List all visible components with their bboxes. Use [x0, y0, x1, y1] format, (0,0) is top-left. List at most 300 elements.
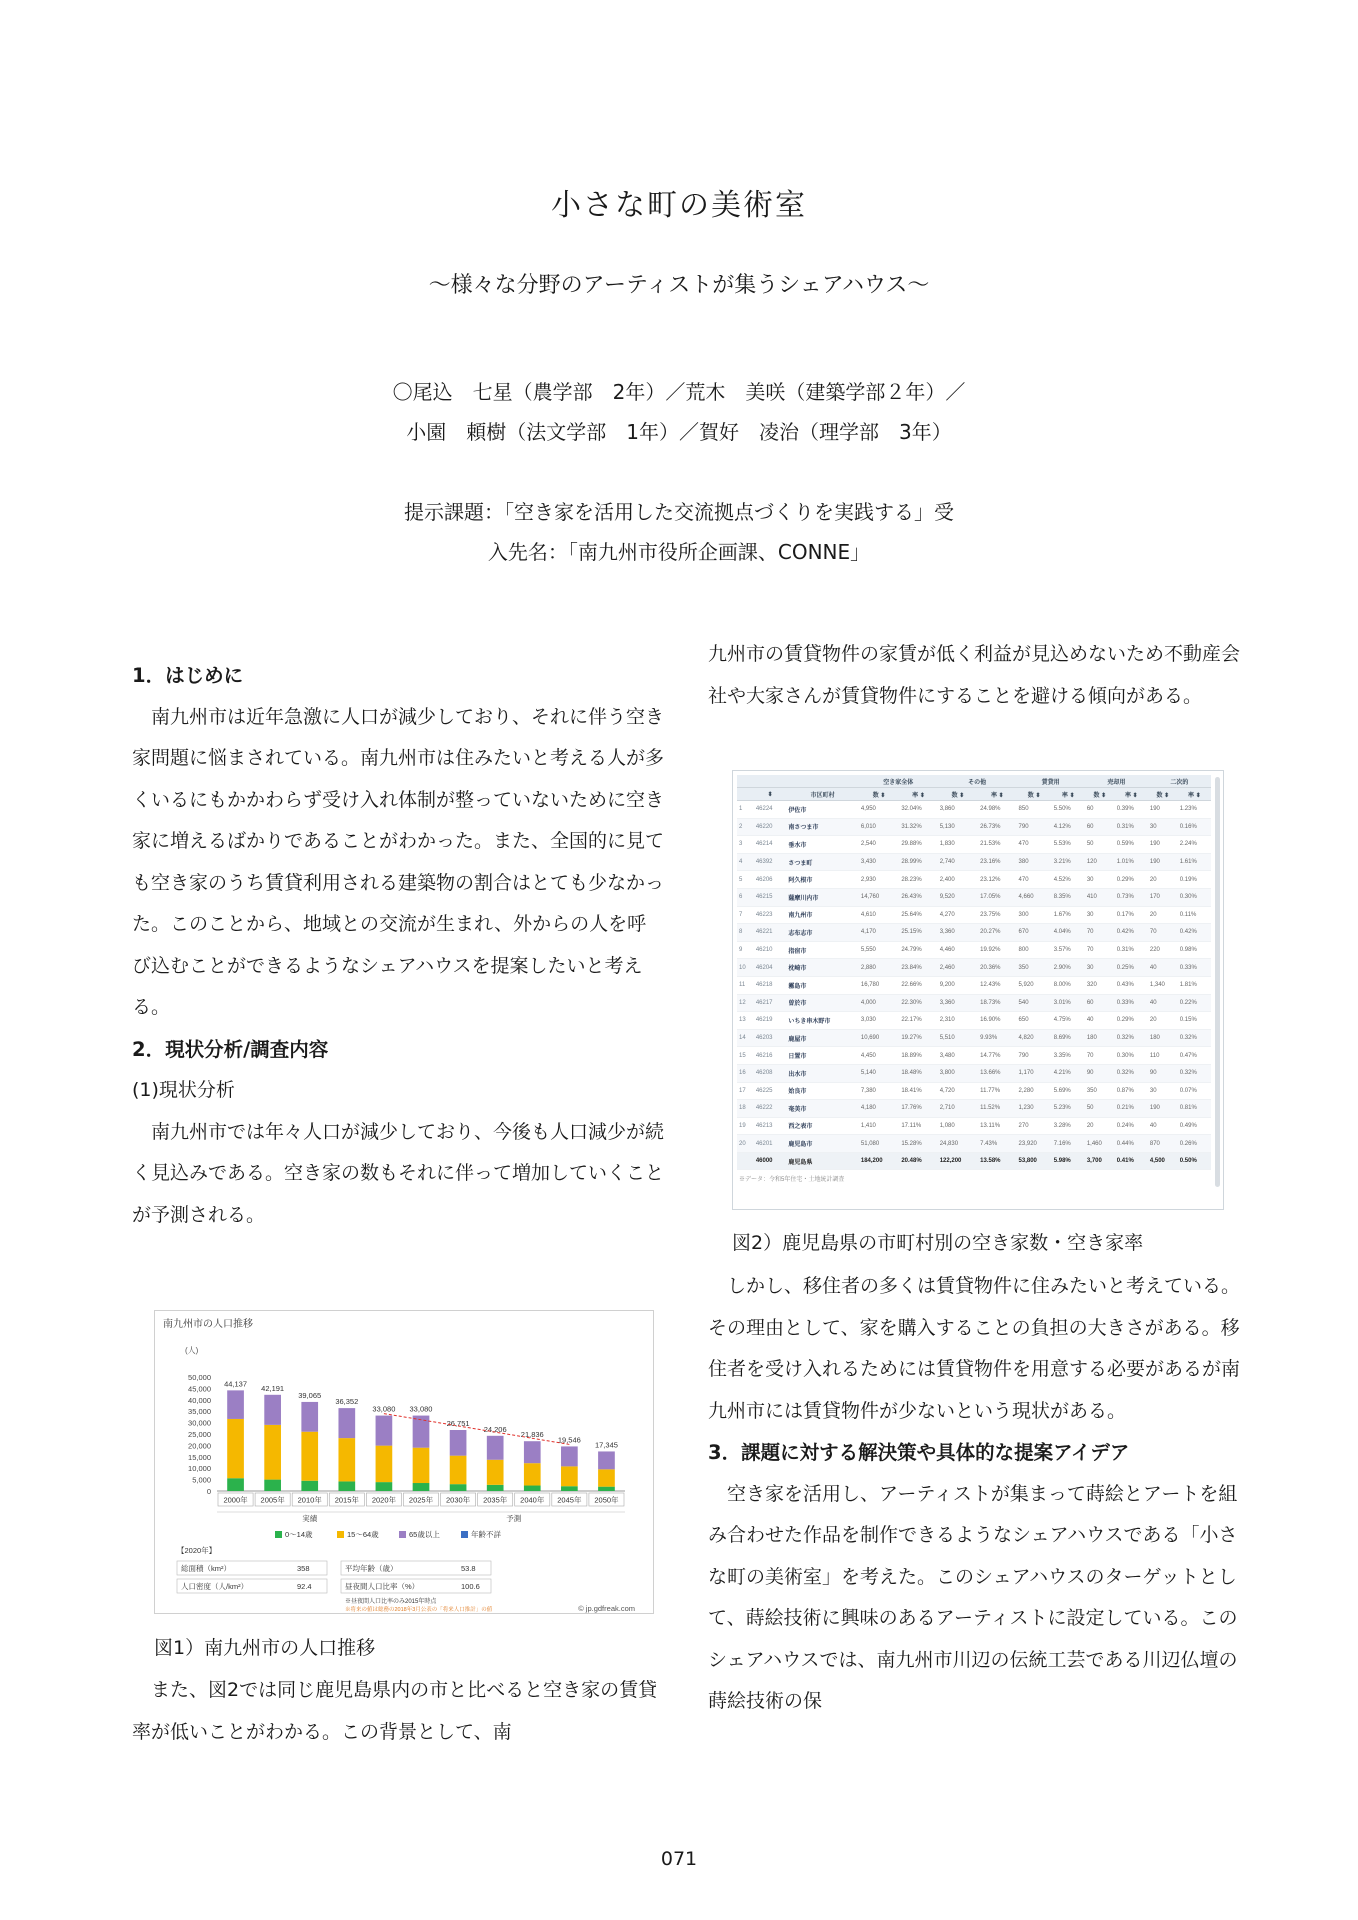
table-row[interactable] [737, 1064, 1211, 1082]
table-cell: 4,720 [938, 1082, 978, 1100]
table-cell: 薩摩川内市 [786, 888, 858, 906]
table-cell: 30 [1148, 1082, 1178, 1100]
table-cell: さつま町 [786, 853, 858, 871]
table-cell: 70 [1085, 941, 1115, 959]
table-cell: 4,500 [1148, 1152, 1178, 1170]
table-cell: 17.05% [978, 888, 1016, 906]
table-cell: 2 [737, 818, 754, 836]
right-column-lower [708, 1266, 1240, 1723]
table-cell: 0.43% [1115, 976, 1148, 994]
group-label-actual: 実績 [302, 1514, 318, 1523]
table-cell: 4,000 [859, 994, 899, 1012]
table-cell: 110 [1148, 1047, 1178, 1065]
chart-source: © jp.gdfreak.com [578, 1604, 635, 1613]
y-tick-label: 15,000 [188, 1452, 211, 1462]
population-chart-figure [154, 1310, 654, 1614]
table-cell: 1.01% [1115, 853, 1148, 871]
table-cell: 22.66% [899, 976, 937, 994]
vacant-house-table [737, 775, 1211, 1170]
bar-segment [450, 1430, 467, 1456]
table-row[interactable] [737, 818, 1211, 836]
section-3-body: 空き家を活用し、アーティストが集まって蒔絵とアートを組み合わせた作品を制作できるようなシェアハウスである「小さな町の美術室」を考えた。このシェアハウスのターゲットとして、蒔絵技術に興味のあるアーティストに設定している。このシェアハウスでは、南九州市川辺の伝統工芸である川辺仏壇の蒔絵技術の保 [708, 1482, 1238, 1712]
table-cell: 13.11% [978, 1117, 1016, 1135]
table-row[interactable] [737, 924, 1211, 942]
table-cell: 0.19% [1178, 871, 1211, 889]
table-cell: 14,760 [859, 888, 899, 906]
bar-segment [413, 1448, 430, 1483]
table-cell: 鹿児島県 [786, 1152, 858, 1170]
table-cell: 11.52% [978, 1100, 1016, 1118]
table-cell: 4,610 [859, 906, 899, 924]
column-header[interactable]: 率 ⬍ [899, 788, 937, 801]
table-cell: 5,550 [859, 941, 899, 959]
bar-segment [227, 1478, 244, 1491]
y-tick-label: 40,000 [188, 1395, 211, 1405]
table-cell: 4,450 [859, 1047, 899, 1065]
table-cell: 46218 [754, 976, 787, 994]
group-header: その他 [938, 775, 1017, 788]
table-cell: 5,920 [1017, 976, 1052, 994]
table-cell: 1,460 [1085, 1135, 1115, 1153]
bar-total-label: 26,751 [446, 1419, 470, 1429]
table-cell: 4,180 [859, 1100, 899, 1118]
x-tick-label: 2035年 [483, 1495, 508, 1505]
table-cell: 20.27% [978, 924, 1016, 942]
table-cell: 40 [1148, 959, 1178, 977]
table-row[interactable] [737, 1047, 1211, 1065]
table-cell: 350 [1017, 959, 1052, 977]
table-cell: 3,430 [859, 853, 899, 871]
column-header[interactable]: 率 ⬍ [978, 788, 1016, 801]
bar-total-label: 19,546 [557, 1435, 581, 1445]
bar-total-label: 33,080 [372, 1404, 396, 1414]
legend-label: 15～64歳 [347, 1530, 379, 1539]
table-cell: 220 [1148, 941, 1178, 959]
x-tick-label: 2045年 [557, 1495, 582, 1505]
table-cell: 29.88% [899, 836, 937, 854]
table-cell: 0.44% [1115, 1135, 1148, 1153]
table-scrollbar[interactable] [1215, 777, 1220, 1187]
table-cell: 日置市 [786, 1047, 858, 1065]
table-cell: 270 [1017, 1117, 1052, 1135]
y-tick-label: 20,000 [188, 1441, 211, 1451]
table-row[interactable] [737, 1082, 1211, 1100]
table-cell: 5,510 [938, 1029, 978, 1047]
bar-segment [338, 1481, 355, 1491]
table-cell: 鹿屋市 [786, 1029, 858, 1047]
table-cell: 4.75% [1052, 1012, 1085, 1030]
table-cell: 1,170 [1017, 1064, 1052, 1082]
table-cell: 800 [1017, 941, 1052, 959]
column-header[interactable]: 率 ⬍ [1115, 788, 1148, 801]
table-cell: 53,800 [1017, 1152, 1052, 1170]
table-cell: 1.81% [1178, 976, 1211, 994]
column-header[interactable]: 率 ⬍ [1178, 788, 1211, 801]
table-cell: 4.12% [1052, 818, 1085, 836]
table-row[interactable] [737, 941, 1211, 959]
bar-segment [338, 1408, 355, 1438]
table-cell: 7 [737, 906, 754, 924]
table-cell: 0.47% [1178, 1047, 1211, 1065]
bar-segment [561, 1486, 578, 1491]
table-cell: 西之表市 [786, 1117, 858, 1135]
table-cell: 50 [1085, 836, 1115, 854]
info-label: 昼夜間人口比率（%） [345, 1582, 420, 1591]
table-cell: 2,710 [938, 1100, 978, 1118]
table-cell: 9,520 [938, 888, 978, 906]
bar-total-label: 33,080 [409, 1404, 433, 1414]
table-cell: 曽於市 [786, 994, 858, 1012]
table-cell: 10 [737, 959, 754, 977]
table-cell: 姶良市 [786, 1082, 858, 1100]
column-header[interactable]: 率 ⬍ [1052, 788, 1085, 801]
table-cell: 20 [1148, 871, 1178, 889]
table-cell: 22.17% [899, 1012, 937, 1030]
table-cell: 南さつま市 [786, 818, 858, 836]
table-row[interactable] [737, 1029, 1211, 1047]
table-cell: 3,360 [938, 994, 978, 1012]
table-cell: 46216 [754, 1047, 787, 1065]
table-cell: 1,340 [1148, 976, 1178, 994]
table-cell: 50 [1085, 1100, 1115, 1118]
table-cell: 7,380 [859, 1082, 899, 1100]
table-cell: 枕崎市 [786, 959, 858, 977]
table-cell: 3,030 [859, 1012, 899, 1030]
legend-swatch [337, 1531, 344, 1538]
table-cell: 4,170 [859, 924, 899, 942]
table-cell: 180 [1085, 1029, 1115, 1047]
paper-subtitle: ～様々な分野のアーティストが集うシェアハウス～ [428, 273, 930, 298]
table-cell: 46224 [754, 801, 787, 819]
table-cell: 0.11% [1178, 906, 1211, 924]
section-1-heading: 1．はじめに [132, 664, 244, 687]
table-cell: 1,080 [938, 1117, 978, 1135]
table-cell: 790 [1017, 818, 1052, 836]
left-column [132, 655, 664, 1236]
table-row[interactable] [737, 836, 1211, 854]
table-cell: 22.30% [899, 994, 937, 1012]
column-header[interactable]: 数 ⬍ [859, 788, 899, 801]
x-tick-label: 2030年 [445, 1495, 471, 1505]
bar-segment [376, 1482, 393, 1491]
trend-line [384, 1414, 569, 1445]
table-cell: 20 [737, 1135, 754, 1153]
table-cell: 2,740 [938, 853, 978, 871]
table-cell: 5.50% [1052, 801, 1085, 819]
table-cell: 0.87% [1115, 1082, 1148, 1100]
table-row[interactable] [737, 959, 1211, 977]
table-cell: 15.28% [899, 1135, 937, 1153]
info-value: 53.8 [461, 1564, 476, 1573]
column-header[interactable]: 数 ⬍ [1148, 788, 1178, 801]
y-tick-label: 5,000 [192, 1475, 211, 1485]
table-cell: 阿久根市 [786, 871, 858, 889]
table-cell: 5.98% [1052, 1152, 1085, 1170]
y-tick-label: 45,000 [188, 1384, 211, 1394]
table-cell: 8.69% [1052, 1029, 1085, 1047]
bar-segment [227, 1390, 244, 1419]
table-cell: 志布志市 [786, 924, 858, 942]
table-cell: 0.30% [1178, 888, 1211, 906]
bar-segment [524, 1486, 541, 1491]
table-cell: 0.32% [1178, 1064, 1211, 1082]
table-cell: 鹿児島市 [786, 1135, 858, 1153]
bar-segment [264, 1480, 281, 1491]
table-cell: 0.73% [1115, 888, 1148, 906]
bar-segment [598, 1451, 615, 1469]
table-cell: 90 [1148, 1064, 1178, 1082]
table-cell: 46221 [754, 924, 787, 942]
table-cell: 46206 [754, 871, 787, 889]
table-cell: 540 [1017, 994, 1052, 1012]
table-cell: 2,400 [938, 871, 978, 889]
table-cell: 16 [737, 1064, 754, 1082]
bar-segment [264, 1425, 281, 1480]
table-cell: 24.79% [899, 941, 937, 959]
bar-segment [450, 1484, 467, 1491]
x-tick-label: 2005年 [260, 1495, 285, 1505]
table-cell: 46214 [754, 836, 787, 854]
table-cell: 2,280 [1017, 1082, 1052, 1100]
table-cell: 1,230 [1017, 1100, 1052, 1118]
table-cell: 0.29% [1115, 1012, 1148, 1030]
table-row[interactable] [737, 1012, 1211, 1030]
table-cell: 17 [737, 1082, 754, 1100]
table-cell: 46000 [754, 1152, 787, 1170]
table-cell: 13.66% [978, 1064, 1016, 1082]
table-row[interactable] [737, 1117, 1211, 1135]
table-cell: 190 [1148, 853, 1178, 871]
table-cell: 32.04% [899, 801, 937, 819]
bar-segment [413, 1416, 430, 1448]
table-cell: 4,950 [859, 801, 899, 819]
column-header[interactable]: 数 ⬍ [938, 788, 978, 801]
table-row[interactable] [737, 801, 1211, 819]
table-cell: 670 [1017, 924, 1052, 942]
table-cell: 46220 [754, 818, 787, 836]
table-cell: 13 [737, 1012, 754, 1030]
table-cell: 20 [1148, 1012, 1178, 1030]
table-cell: 18.73% [978, 994, 1016, 1012]
table-cell: 410 [1085, 888, 1115, 906]
column-header[interactable]: 数 ⬍ [1017, 788, 1052, 801]
bar-segment [598, 1487, 615, 1491]
table-row[interactable] [737, 1100, 1211, 1118]
table-cell: 3.01% [1052, 994, 1085, 1012]
legend-label: 65歳以上 [409, 1530, 440, 1539]
population-chart [155, 1311, 653, 1613]
table-cell: 17.76% [899, 1100, 937, 1118]
x-tick-label: 2020年 [371, 1495, 397, 1505]
bar-segment [524, 1463, 541, 1485]
table-cell: 46215 [754, 888, 787, 906]
table-cell: 1,410 [859, 1117, 899, 1135]
bar-segment [301, 1402, 318, 1432]
table-cell: 70 [1085, 924, 1115, 942]
table-cell: 南九州市 [786, 906, 858, 924]
table-cell: 40 [1085, 1012, 1115, 1030]
table-cell: 0.16% [1178, 818, 1211, 836]
legend-swatch [461, 1531, 468, 1538]
y-tick-label: 30,000 [188, 1418, 211, 1428]
table-cell: 46213 [754, 1117, 787, 1135]
section-2-subheading: (1)現状分析 [132, 1079, 235, 1101]
table-cell: 4,820 [1017, 1029, 1052, 1047]
table-cell: 9.93% [978, 1029, 1016, 1047]
bar-segment [338, 1438, 355, 1481]
table-cell: 8.00% [1052, 976, 1085, 994]
section-2-heading: 2．現状分析/調査内容 [132, 1037, 329, 1061]
bar-total-label: 36,352 [335, 1397, 359, 1407]
bar-segment [561, 1466, 578, 1486]
table-cell: 18.89% [899, 1047, 937, 1065]
bar-total-label: 21,836 [520, 1430, 544, 1440]
bar-segment [450, 1456, 467, 1485]
table-cell: 300 [1017, 906, 1052, 924]
authors-line-2: 小園 頼樹（法文学部 1年）／賀好 凌治（理学部 3年） [406, 420, 952, 444]
bar-segment [413, 1483, 430, 1491]
table-cell: 24.98% [978, 801, 1016, 819]
info-value: 100.6 [461, 1582, 480, 1591]
table-cell: 7.16% [1052, 1135, 1085, 1153]
table-cell: 25.15% [899, 924, 937, 942]
table-cell: 3,700 [1085, 1152, 1115, 1170]
sort-icon[interactable]: ⬍ [754, 788, 787, 801]
table-row[interactable] [737, 871, 1211, 889]
table-cell: 3,480 [938, 1047, 978, 1065]
table-cell: 40 [1148, 994, 1178, 1012]
table-cell: 2.24% [1178, 836, 1211, 854]
group-header: 賃貸用 [1017, 775, 1085, 788]
table-cell: 2,880 [859, 959, 899, 977]
table-cell: 16,780 [859, 976, 899, 994]
bar-total-label: 39,065 [298, 1390, 322, 1400]
table-cell: 28.23% [899, 871, 937, 889]
table-row[interactable] [737, 906, 1211, 924]
table-cell: 850 [1017, 801, 1052, 819]
table-cell: 0.81% [1178, 1100, 1211, 1118]
table-cell: 出水市 [786, 1064, 858, 1082]
table-cell: 23,920 [1017, 1135, 1052, 1153]
bar-total-label: 42,191 [261, 1383, 285, 1393]
figure-2-caption: 図2）鹿児島県の市町村別の空き家数・空き家率 [732, 1232, 1144, 1254]
table-cell: 60 [1085, 994, 1115, 1012]
table-cell: 0.59% [1115, 836, 1148, 854]
table-cell: 170 [1148, 888, 1178, 906]
table-cell: 14 [737, 1029, 754, 1047]
table-cell: 0.21% [1115, 1100, 1148, 1118]
table-cell: 3,860 [938, 801, 978, 819]
section-2-body: 南九州市では年々人口が減少しており、今後も人口減少が続く見込みである。空き家の数もそれに伴って増加していくことが予測される。 [132, 1120, 665, 1226]
legend-label: 年齢不詳 [471, 1530, 501, 1539]
task-block [0, 492, 1358, 572]
table-cell: 23.84% [899, 959, 937, 977]
table-cell: 6 [737, 888, 754, 906]
table-cell: 19 [737, 1117, 754, 1135]
table-row[interactable] [737, 888, 1211, 906]
table-cell: 20 [1085, 1117, 1115, 1135]
table-cell: 4.52% [1052, 871, 1085, 889]
bar-total-label: 44,137 [224, 1379, 248, 1389]
table-cell: 0.17% [1115, 906, 1148, 924]
table-cell: 伊佐市 [786, 801, 858, 819]
section-1-body: 南九州市は近年急激に人口が減少しており、それに伴う空き家問題に悩まされている。南九州市は住みたいと考える人が多くいるにもかかわらず受け入れ体制が整っていないために空き家に増えるばかりであることがわかった。また、全国的に見ても空き家のうち賃貸利用される建築物の割合はとても少なかった。このことから、地域との交流が生まれ、外からの人を呼び込むことができるようなシェアハウスを提案したいと考える。 [132, 705, 665, 1018]
table-cell: 垂水市 [786, 836, 858, 854]
table-cell: 17.11% [899, 1117, 937, 1135]
table-cell: 8.35% [1052, 888, 1085, 906]
table-cell: 0.26% [1178, 1135, 1211, 1153]
table-cell: 4,270 [938, 906, 978, 924]
table-cell: 26.43% [899, 888, 937, 906]
info-value: 358 [297, 1564, 310, 1573]
table-cell: 15 [737, 1047, 754, 1065]
vacant-house-table-figure [732, 770, 1224, 1210]
table-cell: 0.42% [1115, 924, 1148, 942]
table-cell: 0.33% [1178, 959, 1211, 977]
table-cell: 0.39% [1115, 801, 1148, 819]
table-cell: 18 [737, 1100, 754, 1118]
table-cell: 8 [737, 924, 754, 942]
group-label-forecast: 予測 [506, 1514, 522, 1523]
column-header[interactable]: 数 ⬍ [1085, 788, 1115, 801]
table-cell: 指宿市 [786, 941, 858, 959]
table-row[interactable] [737, 853, 1211, 871]
info-label: 平均年齢（歳） [345, 1564, 398, 1573]
table-cell: 46225 [754, 1082, 787, 1100]
table-cell: 23.12% [978, 871, 1016, 889]
name-column-header[interactable]: 市区町村 [786, 788, 858, 801]
table-cell: 6,010 [859, 818, 899, 836]
table-cell: 0.50% [1178, 1152, 1211, 1170]
table-total-row[interactable] [737, 1152, 1211, 1170]
authors-block [0, 372, 1358, 452]
table-cell: 1.61% [1178, 853, 1211, 871]
table-row[interactable] [737, 994, 1211, 1012]
table-cell: 46210 [754, 941, 787, 959]
table-cell: 3 [737, 836, 754, 854]
legend-swatch [399, 1531, 406, 1538]
x-tick-label: 2050年 [594, 1495, 619, 1505]
y-tick-label: 0 [206, 1487, 211, 1496]
table-cell: 122,200 [938, 1152, 978, 1170]
table-cell: 184,200 [859, 1152, 899, 1170]
table-cell: 60 [1085, 818, 1115, 836]
table-cell: 13.58% [978, 1152, 1016, 1170]
table-cell: 4,460 [938, 941, 978, 959]
table-cell: 470 [1017, 836, 1052, 854]
table-cell: 0.15% [1178, 1012, 1211, 1030]
table-row[interactable] [737, 1135, 1211, 1153]
table-cell: 20.36% [978, 959, 1016, 977]
bar-segment [524, 1441, 541, 1463]
bar-total-label: 17,345 [594, 1440, 618, 1450]
table-cell: 23.16% [978, 853, 1016, 871]
task-line-1: 提示課題：「空き家を活用した交流拠点づくりを実践する」受 [404, 500, 954, 524]
info-label: 人口密度（人/km²） [181, 1582, 249, 1591]
table-cell: 46217 [754, 994, 787, 1012]
table-cell: 2,310 [938, 1012, 978, 1030]
table-cell: 19.92% [978, 941, 1016, 959]
table-cell: 190 [1148, 836, 1178, 854]
table-row[interactable] [737, 976, 1211, 994]
table-cell: 46204 [754, 959, 787, 977]
x-tick-label: 2000年 [223, 1495, 248, 1505]
table-cell: 26.73% [978, 818, 1016, 836]
table-cell: 30 [1085, 959, 1115, 977]
table-cell: 51,080 [859, 1135, 899, 1153]
info-value: 92.4 [297, 1582, 312, 1591]
section-3-heading: 3．課題に対する解決策や具体的な提案アイデア [708, 1441, 1130, 1464]
